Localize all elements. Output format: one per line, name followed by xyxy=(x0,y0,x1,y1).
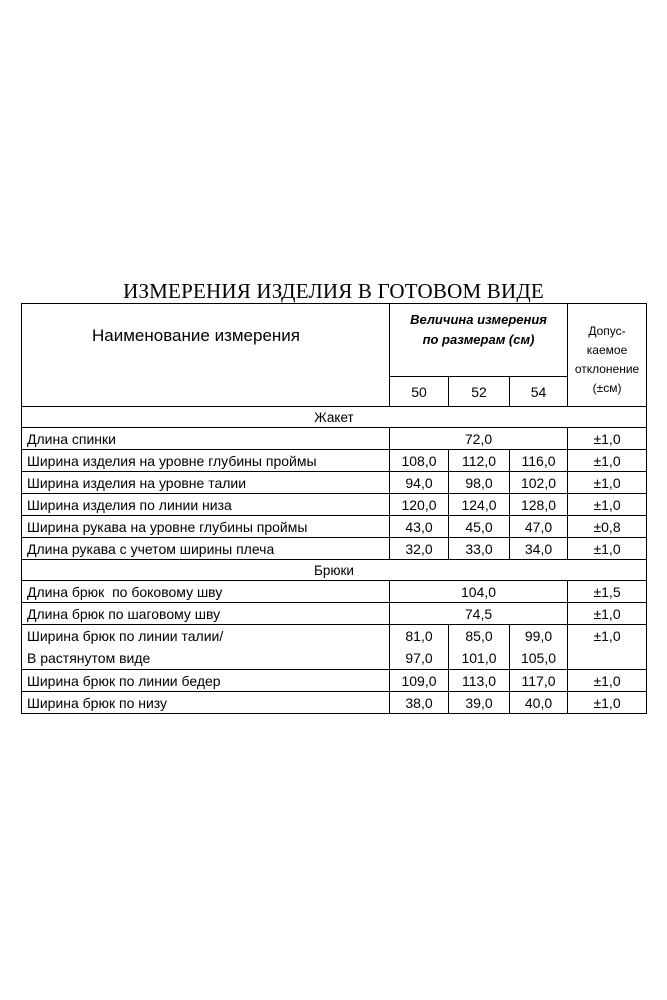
header-tolerance xyxy=(568,304,647,407)
row-value-merged: 74,5 xyxy=(390,603,568,625)
row-name: Ширина брюк по линии бедер xyxy=(22,670,390,692)
size-50: 50 xyxy=(390,377,449,407)
measurements-table xyxy=(21,303,647,714)
header-tol-line3: отклонение xyxy=(574,362,640,376)
row-name xyxy=(22,625,390,670)
row-value-52: 39,0 xyxy=(449,692,510,714)
header-size-values xyxy=(390,304,568,377)
row-value-50: 38,0 xyxy=(390,692,449,714)
row-name-line2: В растянутом виде xyxy=(27,650,151,666)
header-tol-line4: (±см) xyxy=(592,381,622,395)
row-value-50: 109,0 xyxy=(390,670,449,692)
row-value-50: 43,0 xyxy=(390,516,449,538)
value-stretched-50: 97,0 xyxy=(405,650,433,666)
row-name: Длина рукава с учетом ширины плеча xyxy=(22,538,390,560)
row-tolerance: ±1,0 xyxy=(568,494,647,516)
row-value-54: 34,0 xyxy=(510,538,568,560)
row-name: Ширина брюк по низу xyxy=(22,692,390,714)
header-sizes-line1: Величина измерения xyxy=(410,312,547,327)
row-value-54: 40,0 xyxy=(510,692,568,714)
value-stretched-52: 101,0 xyxy=(461,650,497,666)
row-value-52: 98,0 xyxy=(449,472,510,494)
header-row-top xyxy=(22,304,647,377)
row-tolerance: ±1,0 xyxy=(568,538,647,560)
row-value-52: 33,0 xyxy=(449,538,510,560)
row-tolerance: ±1,5 xyxy=(568,581,647,603)
row-name: Ширина изделия по линии низа xyxy=(22,494,390,516)
table-row xyxy=(22,538,647,560)
row-tolerance: ±1,0 xyxy=(568,625,647,670)
row-tolerance: ±0,8 xyxy=(568,516,647,538)
section-jacket: Жакет xyxy=(22,407,647,428)
row-value-52: 124,0 xyxy=(449,494,510,516)
table-row xyxy=(22,494,647,516)
row-name: Длина спинки xyxy=(22,428,390,450)
row-name-line1: Ширина брюк по линии талии/ xyxy=(27,628,224,644)
section-row-trousers xyxy=(22,560,647,581)
value-waist-50: 81,0 xyxy=(405,628,433,644)
row-name: Ширина изделия на уровне талии xyxy=(22,472,390,494)
table-row xyxy=(22,670,647,692)
row-value-52: 113,0 xyxy=(449,670,510,692)
row-tolerance: ±1,0 xyxy=(568,692,647,714)
row-tolerance: ±1,0 xyxy=(568,428,647,450)
row-value-50: 120,0 xyxy=(390,494,449,516)
header-tol-line2: каемое xyxy=(586,343,628,357)
row-value-54: 47,0 xyxy=(510,516,568,538)
table-row xyxy=(22,472,647,494)
table-row xyxy=(22,450,647,472)
row-value-merged: 104,0 xyxy=(390,581,568,603)
row-value-50: 94,0 xyxy=(390,472,449,494)
row-value-52: 112,0 xyxy=(449,450,510,472)
row-tolerance: ±1,0 xyxy=(568,450,647,472)
table-row xyxy=(22,692,647,714)
value-waist-54: 99,0 xyxy=(524,628,553,644)
row-tolerance: ±1,0 xyxy=(568,670,647,692)
size-52: 52 xyxy=(449,377,510,407)
row-tolerance: ±1,0 xyxy=(568,603,647,625)
table-row xyxy=(22,581,647,603)
row-value-merged: 72,0 xyxy=(390,428,568,450)
value-stretched-54: 105,0 xyxy=(520,650,557,666)
section-row-jacket xyxy=(22,407,647,428)
table-row xyxy=(22,516,647,538)
header-sizes-line2: по размерам (см) xyxy=(422,332,535,347)
row-value-52 xyxy=(449,625,510,670)
size-54: 54 xyxy=(510,377,568,407)
row-value-54: 116,0 xyxy=(510,450,568,472)
row-value-54: 117,0 xyxy=(510,670,568,692)
row-value-54 xyxy=(510,625,568,670)
row-name: Ширина изделия на уровне глубины проймы xyxy=(22,450,390,472)
row-tolerance: ±1,0 xyxy=(568,472,647,494)
header-measurement-name: Наименование измерения xyxy=(22,304,390,407)
row-value-50 xyxy=(390,625,449,670)
row-value-50: 108,0 xyxy=(390,450,449,472)
table-row xyxy=(22,428,647,450)
row-value-54: 102,0 xyxy=(510,472,568,494)
value-waist-52: 85,0 xyxy=(465,628,493,644)
row-value-50: 32,0 xyxy=(390,538,449,560)
row-value-54: 128,0 xyxy=(510,494,568,516)
row-name: Ширина рукава на уровне глубины проймы xyxy=(22,516,390,538)
table-row xyxy=(22,603,647,625)
row-name: Длина брюк по шаговому шву xyxy=(22,603,390,625)
row-name: Длина брюк по боковому шву xyxy=(22,581,390,603)
header-tol-line1: Допус- xyxy=(588,324,626,338)
document-title: ИЗМЕРЕНИЯ ИЗДЕЛИЯ В ГОТОВОМ ВИДЕ xyxy=(123,279,544,303)
table-row xyxy=(22,625,647,670)
row-value-52: 45,0 xyxy=(449,516,510,538)
section-trousers: Брюки xyxy=(22,560,647,581)
